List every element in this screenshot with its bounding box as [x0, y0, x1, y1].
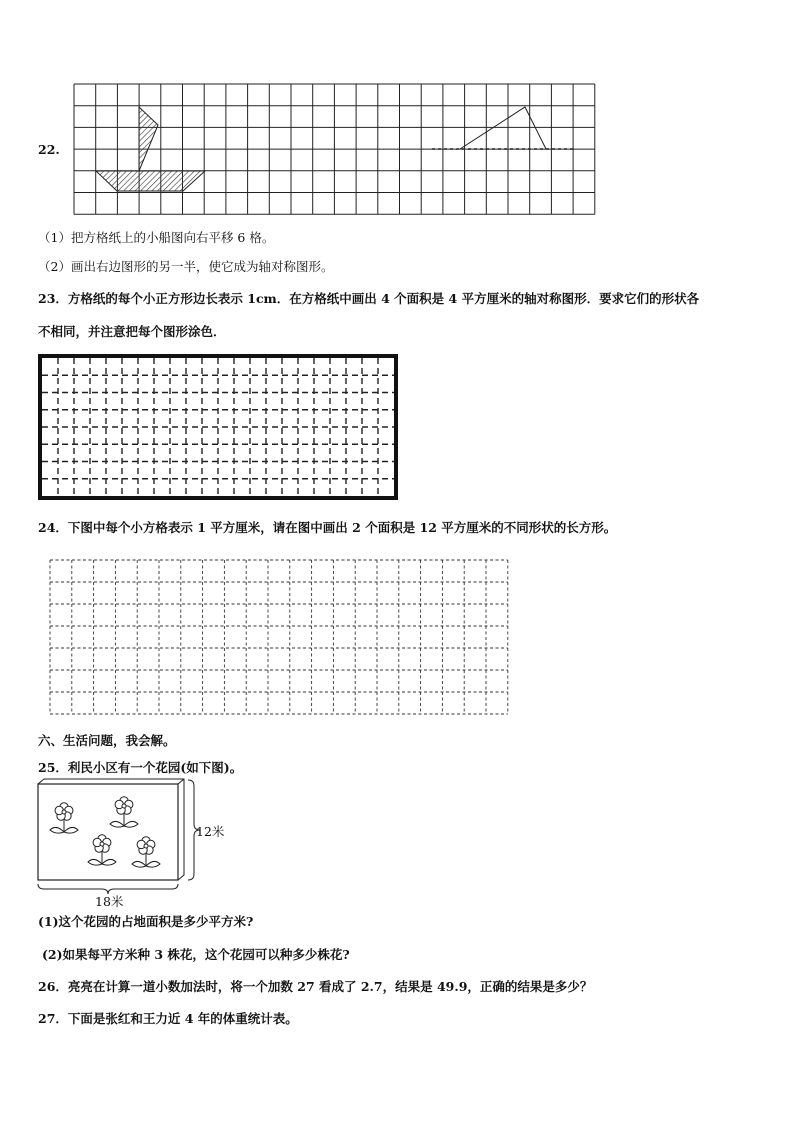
width-brace: [38, 884, 178, 894]
q27-text: 27．下面是张红和王力近 4 年的体重统计表。: [38, 1011, 298, 1026]
garden-width-label: 18米: [95, 894, 124, 909]
q23-line1: 23．方格纸的每个小正方形边长表示 1cm．在方格纸中画出 4 个面积是 4 平方厘米的轴对称图形．要求它们的形状各: [38, 291, 700, 306]
boat-hull: [96, 171, 205, 191]
q23-line2: 不相同，并注意把每个图形涂色．: [38, 324, 226, 339]
q25-sub1: (1)这个花园的占地面积是多少平方米?: [38, 914, 254, 929]
half-triangle: [460, 107, 546, 149]
q24-grid: [48, 558, 518, 718]
section6-title: 六、生活问题，我会解。: [38, 733, 176, 748]
q22-grid-figure: [70, 80, 630, 220]
q23-grid: [38, 354, 400, 500]
q25-text: 25．利民小区有一个花园(如下图)。: [38, 760, 243, 775]
q22-number: 22.: [38, 142, 60, 157]
boat-sail: [139, 107, 158, 171]
q26-text: 26．亮亮在计算一道小数加法时，将一个加数 27 看成了 2.7，结果是 49.9，正确的结果是多少？: [38, 979, 593, 994]
q24-text: 24．下图中每个小方格表示 1 平方厘米，请在图中画出 2 个面积是 12 平方厘米的不同形状的长方形。: [38, 520, 617, 535]
q25-sub2: (2)如果每平方米种 3 株花，这个花园可以种多少株花?: [42, 947, 350, 962]
garden-height-label: 12米: [196, 824, 225, 839]
q22-task1: （1）把方格纸上的小船图向右平移 6 格。: [38, 230, 275, 245]
q22-task2: （2）画出右边图形的另一半，使它成为轴对称图形。: [38, 259, 334, 274]
